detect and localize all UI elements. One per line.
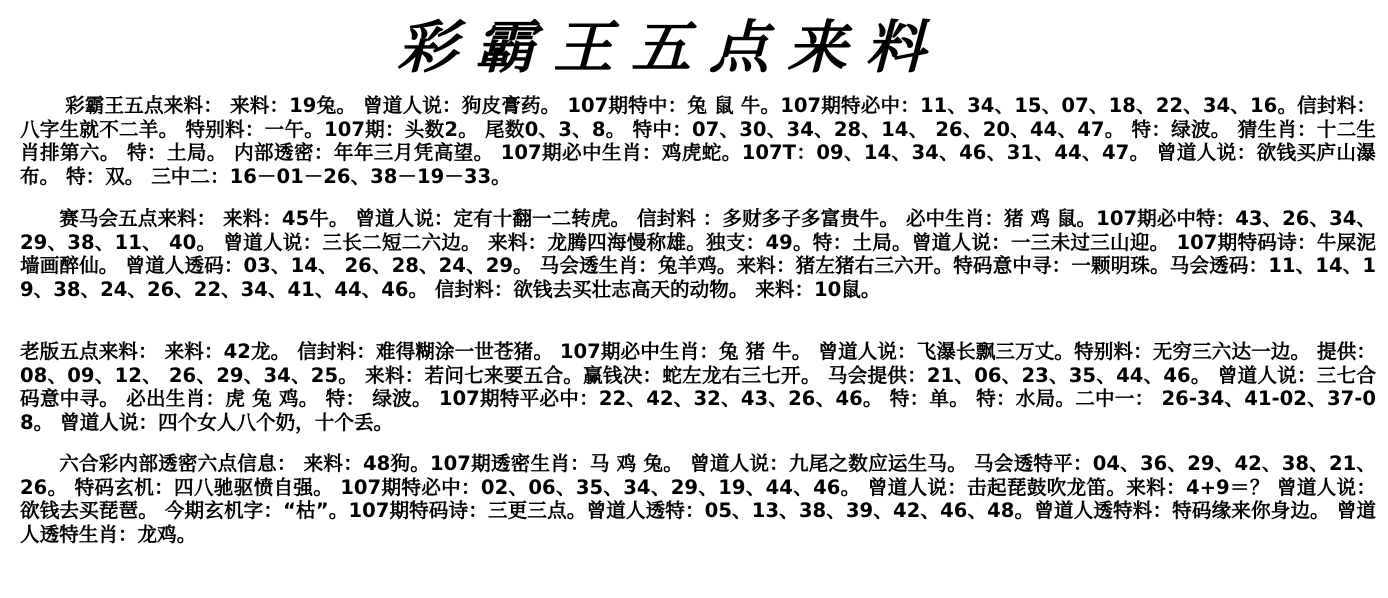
section-saimahui <box>20 207 1376 301</box>
section-text: 六合彩内部透密六点信息： 来料：48狗。107期透密生肖：马 鸡 兔。 曾道人说：九尾之数应运生马。 马会透特平：04、36、29、42、38、21、26。 特码玄机：四八驰驱愤自强。 107期特必中：02、06、35、34、29、19、44、46。 曾道人说：击起琵鼓吹龙笛。来料：4+9＝？ 曾道人说：欲钱去买琵琶。 今期玄机字：“枯”。107期特码诗：三更三点。曾道人透特：05、13、38、39、42、46、48。曾道人透特料：特码缘来你身边。 曾道人透特生肖：龙鸡。 <box>20 452 1376 546</box>
section-text: 老版五点来料： 来料：42龙。 信封料：难得糊涂一世苍猪。 107期必中生肖：兔 猪 牛。 曾道人说：飞瀑长飘三万丈。特别料：无穷三六达一边。 提供：08、09、12、 26、29、34、25。 来料：若问七来要五合。赢钱决：蛇左龙右三七开。 马会提供：21、06、23、35、44、46。 曾道人说：三七合码意中寻。 必出生肖：虎 兔 鸡。 特： 绿波。 107期特平必中：22、42、32、43、26、46。 特：单。 特：水局。二中一： 26-34、41-02、37-08。 曾道人说：四个女人八个奶，十个丢。 <box>20 340 1376 434</box>
page-title: 彩霸王五点来料 <box>397 14 943 82</box>
section-liuhecai <box>20 452 1376 546</box>
section-text: 彩霸王五点来料： 来料：19兔。 曾道人说：狗皮膏药。 107期特中：兔 鼠 牛。107期特必中：11、34、15、07、18、22、34、16。信封料：八字生就不二羊。 特别料：一午。107期：头数2。 尾数0、3、8。 特中：07、30、34、28、14、 26、20、44、47。 特：绿波。 猜生肖：十二生肖排第六。 特：土局。 内部透密：年年三月凭高望。 107期必中生肖：鸡虎蛇。107T：09、14、34、46、31、44、47。 曾道人说：欲钱买庐山瀑布。 特：双。 三中二：16－01－26、38－19－33。 <box>20 94 1376 188</box>
section-laoban <box>20 340 1376 434</box>
section-caibawang <box>20 94 1376 188</box>
section-text: 赛马会五点来料： 来料：45牛。 曾道人说：定有十翻一二转虎。 信封料 ：多财多子多富贵牛。 必中生肖：猪 鸡 鼠。107期必中特：43、26、34、29、38、11、 40。 曾道人说：三长二短二六边。 来料：龙腾四海慢称雄。独支：49。特：土局。曾道人说：一三未过三山迎。 107期特码诗：牛屎泥墙画醉仙。 曾道人透码：03、14、 26、28、24、29。 马会透生肖：兔羊鸡。来料：猪左猪右三六开。特码意中寻：一颗明珠。马会透码：11、14、19、38、24、26、22、34、41、44、46。 信封料：欲钱去买壮志高天的动物。 来料：10鼠。 <box>20 207 1376 301</box>
